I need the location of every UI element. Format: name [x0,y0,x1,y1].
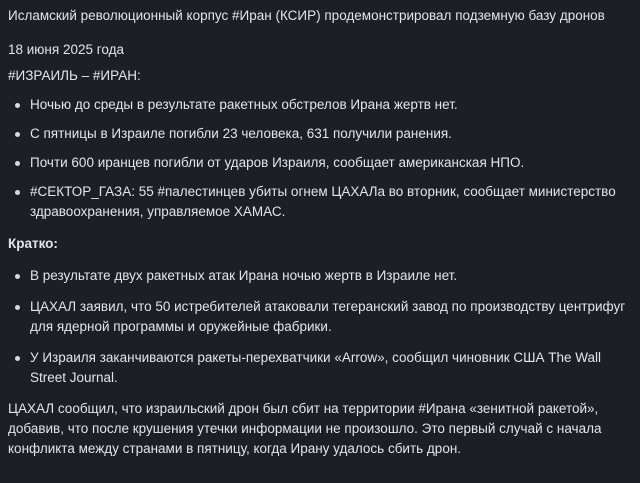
bullet-icon [15,161,20,166]
list-item [8,297,632,337]
list-item [8,153,632,173]
list-item-text: #СЕКТОР_ГАЗА: 55 #палестинцев убиты огнем ЦАХАЛа во вторник, сообщает министерство здравоохранения, управляемое ХАМАС. [30,184,616,219]
post-headline: Исламский революционный корпус #Иран (КСИР) продемонстрировал подземную базу дронов [8,8,605,23]
bullet-icon [15,190,20,195]
post-tags: #ИЗРАИЛЬ – #ИРАН: [8,68,141,83]
bullet-icon [15,132,20,137]
news-list [8,95,632,222]
list-item-text: С пятницы в Израиле погибли 23 человека, 631 получили ранения. [30,126,452,141]
list-item-text: В результате двух ракетных атак Ирана ночью жертв в Израиле нет. [30,268,458,283]
list-item [8,348,632,388]
list-item-text: У Израиля заканчиваются ракеты-перехватчики «Arrow», сообщил чиновник США The Wall Street Journal. [30,350,602,385]
summary-title: Кратко: [8,236,58,251]
list-item-text: Почти 600 иранцев погибли от ударов Израиля, сообщает американская НПО. [30,155,525,170]
bullet-icon [15,274,20,279]
closing-paragraph: ЦАХАЛ сообщил, что израильский дрон был сбит на территории #Ирана «зенитной ракетой», добавив, что после крушения утечки информации не произошло. Это первый случай с начала конфликта между странами в пятницу, когда Ирану удалось сбить дрон. [8,401,602,456]
list-item [8,182,632,222]
bullet-icon [15,305,20,310]
bullet-icon [15,103,20,108]
list-item-text: ЦАХАЛ заявил, что 50 истребителей атаковали тегеранский завод по производству центрифуг для ядерной программы и оружейные фабрики. [30,299,626,334]
bullet-icon [15,356,20,361]
summary-list [8,266,632,388]
post-date: 18 июня 2025 года [8,42,124,57]
list-item [8,266,632,286]
list-item [8,95,632,115]
list-item-text: Ночью до среды в результате ракетных обстрелов Ирана жертв нет. [30,97,458,112]
list-item [8,124,632,144]
